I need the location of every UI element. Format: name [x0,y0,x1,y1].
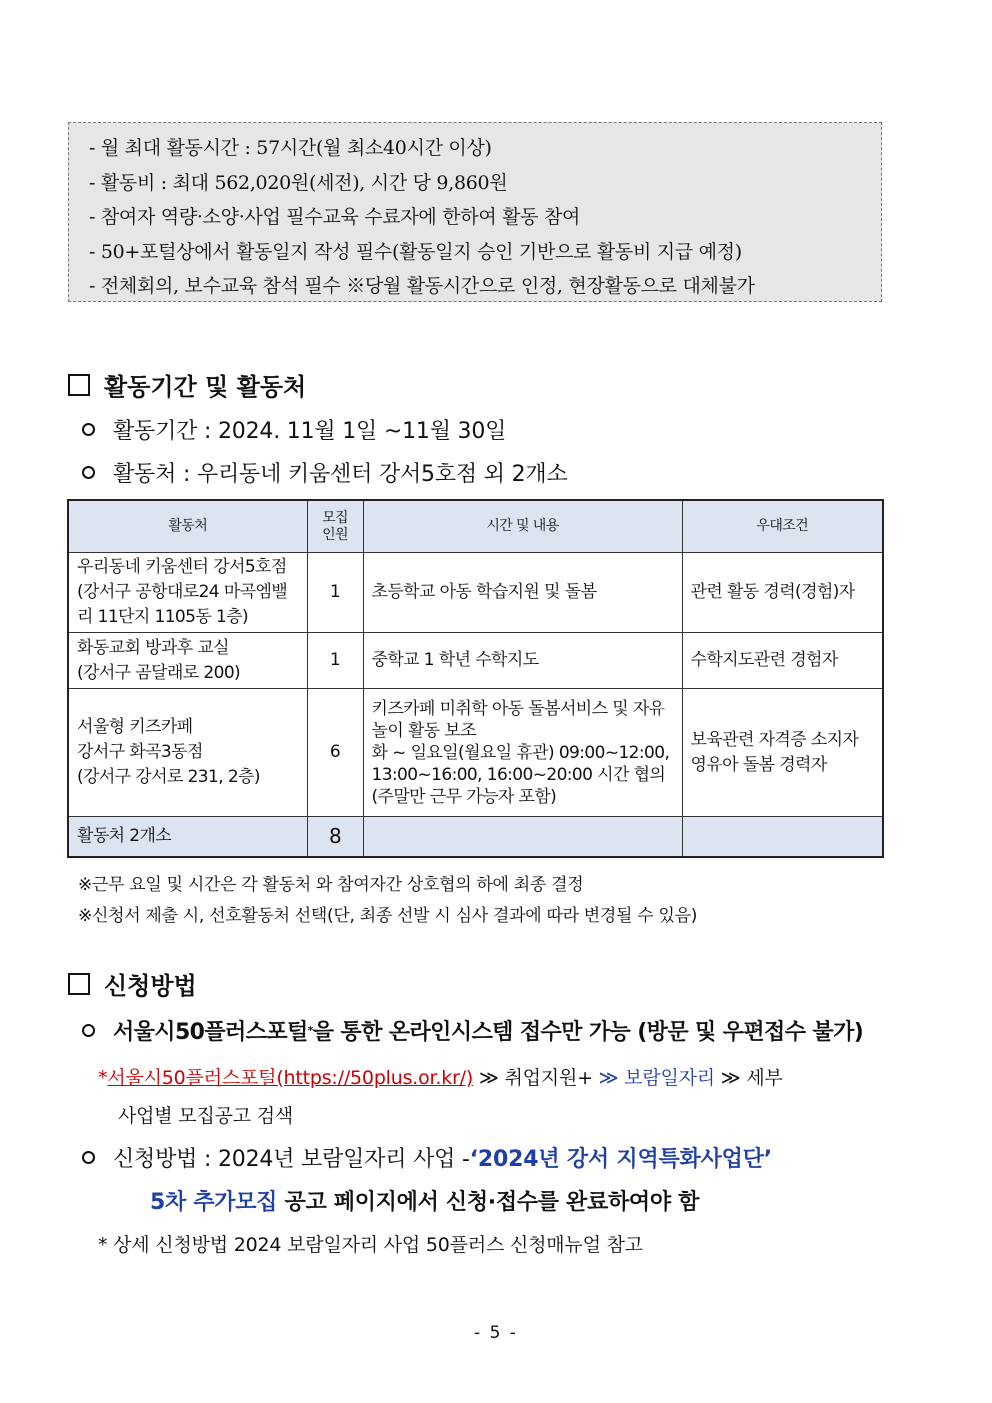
header-content: 시간 및 내용 [363,500,682,553]
bullet-online-only [82,1015,863,1046]
checkbox-icon [68,374,90,396]
condition-activity-log: - 50+포털상에서 활동일지 작성 필수(활동일지 승인 기반으로 활동비 지급 예정) [89,240,742,263]
table-row [68,633,883,689]
online-only-text: 을 통한 온라인시스템 접수만 가능 (방문 및 우편접수 불가) [312,1020,864,1045]
header-count: 모집 인원 [307,500,363,553]
note-preferred-place: ※신청서 제출 시, 선호활동처 선택(단, 최종 선발 시 심사 결과에 따라 변경될 수 있음) [78,906,698,926]
path-separator: ≫ [714,1067,747,1089]
content-cell [363,689,682,817]
method-complete-text: 공고 페이지에서 신청·접수를 완료하여야 함 [277,1190,700,1215]
checkbox-icon [68,973,90,995]
preference-experience: 영유아 돌봄 경력자 [690,754,827,775]
condition-education: - 참여자 역량·소양·사업 필수교육 수료자에 한하여 활동 참여 [89,206,581,228]
path-boram-job: 보람일자리 [624,1067,715,1089]
portal-path-continued: 사업별 모집공고 검색 [118,1105,294,1127]
place-address: (강서구 강서로 231, 2층) [77,767,260,787]
places-text: 활동처 : 우리동네 키움센터 강서5호점 외 2개소 [113,462,568,487]
section-title-period-place [68,367,306,402]
bullet-method [82,1142,772,1173]
header-place: 활동처 [68,500,307,553]
place-name-branch: 강서구 화곡3동점 [77,742,203,762]
condition-meeting: - 전체회의, 보수교육 참석 필수 ※당월 활동시간으로 인정, 현장활동으로 대체불가 [89,275,755,297]
section-title-text: 활동기간 및 활동처 [104,373,307,401]
recruit-round: 5차 추가모집 [150,1190,278,1215]
total-empty-cell [682,817,883,858]
activity-conditions-box [68,122,882,302]
bullet-period [82,414,506,445]
condition-pay: - 활동비 : 최대 562,020원(세전), 시간 당 9,860원 [89,171,508,194]
place-cell [68,689,307,817]
preference-cell [682,689,883,817]
path-separator: ≫ [598,1067,625,1089]
footnote-mark: * [307,1024,313,1037]
table-header-row [68,500,883,553]
total-empty-cell [363,817,682,858]
condition-max-hours: - 월 최대 활동시간 : 57시간(월 최소40시간 이상) [89,137,492,159]
method-text: 신청방법 : 2024년 보람일자리 사업 - [113,1147,470,1172]
place-cell [68,633,307,689]
section-title-text: 신청방법 [104,972,197,1000]
content-duty: 키즈카페 미취학 아동 돌봄서비스 및 자유놀이 활동 보조 [371,698,665,741]
circle-bullet-icon [82,1024,95,1037]
bullet-places [82,457,568,488]
content-schedule: 화 ~ 일요일(월요일 휴관) 09:00~12:00, 13:00~16:00, 16:00~20:00 시간 협의 [371,742,670,785]
place-name: 우리동네 키움센터 강서5호점 [77,557,287,577]
table-row [68,689,883,817]
footnote-mark: * [98,1067,108,1089]
path-job-support: ≫ 취업지원+ [473,1067,599,1089]
place-name: 서울형 키즈카페 [77,717,193,737]
portal-name: 서울시50플러스포털 [113,1020,308,1045]
portal-path [98,1063,783,1090]
program-name: ‘2024년 강서 지역특화사업단’ [469,1147,772,1172]
count-cell: 6 [307,689,363,817]
table-total-row [68,817,883,858]
method-continued [150,1185,699,1216]
header-preference: 우대조건 [682,500,883,553]
preference-cell: 수학지도관련 경험자 [682,633,883,689]
content-cell: 중학교 1 학년 수학지도 [363,633,682,689]
circle-bullet-icon [82,423,95,436]
section-title-application [68,966,197,1001]
path-detail: 세부 [746,1067,783,1089]
portal-link[interactable]: 서울시50플러스포털(https://50plus.or.kr/) [107,1067,474,1089]
preference-license: 보육관련 자격증 소지자 [690,729,859,750]
content-cell: 초등학교 아동 학습지원 및 돌봄 [363,553,682,633]
period-text: 활동기간 : 2024. 11월 1일 ~11월 30일 [113,419,507,444]
note-work-schedule: ※근무 요일 및 시간은 각 활동처 와 참여자간 상호협의 하에 최종 결정 [78,875,584,895]
place-address: (강서구 공항대로24 마곡엠밸리 11단지 1105동 1층) [77,582,288,627]
count-cell: 1 [307,633,363,689]
total-label: 활동처 2개소 [68,817,307,858]
preference-cell: 관련 활동 경력(경험)자 [682,553,883,633]
content-weekend: (주말만 근무 가능자 포함) [371,786,557,807]
place-name: 화동교회 방과후 교실 [77,637,230,658]
place-cell [68,553,307,633]
place-address: (강서구 곰달래로 200) [77,662,241,683]
circle-bullet-icon [82,1151,95,1164]
table-row [68,553,883,633]
activity-place-table [67,499,884,858]
page-number: - 5 - [474,1323,518,1343]
total-count: 8 [307,817,363,858]
manual-reference: * 상세 신청방법 2024 보람일자리 사업 50플러스 신청매뉴얼 참고 [98,1234,643,1256]
count-cell: 1 [307,553,363,633]
circle-bullet-icon [82,466,95,479]
